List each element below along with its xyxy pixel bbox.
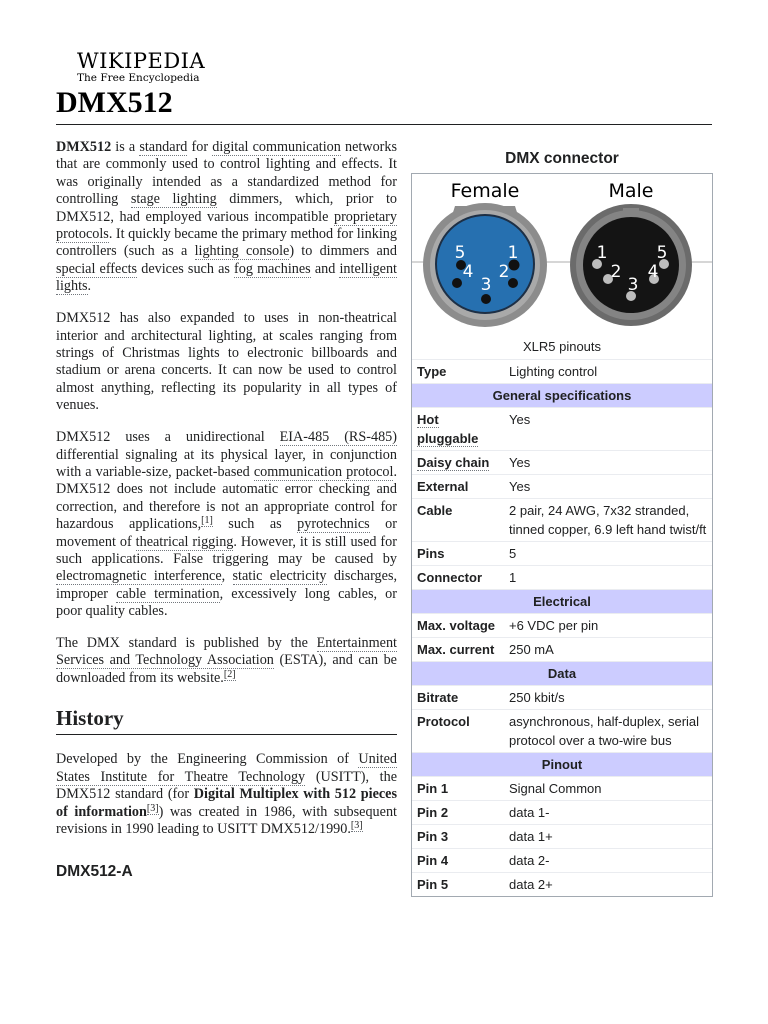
row-connector: Connector 1 <box>412 565 712 589</box>
connector-image[interactable] <box>412 174 712 334</box>
row-pin-5: Pin 5 data 2+ <box>412 872 712 896</box>
female-pin-2: 2 <box>498 262 510 282</box>
header-electrical: Electrical <box>412 589 712 613</box>
male-pin-3: 3 <box>627 275 639 295</box>
page-title: DMX512 <box>56 86 173 119</box>
row-type: Type Lighting control <box>412 359 712 383</box>
female-pin-5: 5 <box>454 243 466 263</box>
row-pin-1: Pin 1 Signal Common <box>412 776 712 800</box>
female-pin-3: 3 <box>480 275 492 295</box>
link-standard[interactable]: standard <box>139 139 188 155</box>
title-divider <box>56 124 712 125</box>
link-stage-lighting[interactable]: stage lighting <box>130 191 217 208</box>
link-fog-machines[interactable]: fog machines <box>234 260 311 277</box>
row-protocol: Protocol asynchronous, half-duplex, serial protocol over a two-wire bus <box>412 709 712 752</box>
row-pin-2: Pin 2 data 1- <box>412 800 712 824</box>
row-pin-3: Pin 3 data 1+ <box>412 824 712 848</box>
link-hot-pluggable[interactable]: Hot pluggable <box>417 412 479 446</box>
reference-2[interactable]: [2] <box>223 668 236 680</box>
header-general: General specifications <box>412 383 712 407</box>
header-pinout: Pinout <box>412 752 712 776</box>
article-body <box>56 139 397 882</box>
row-max-current: Max. current 250 mA <box>412 637 712 661</box>
link-static-electricity[interactable]: static electricity <box>232 568 327 585</box>
male-connector <box>570 204 692 326</box>
paragraph-signaling: DMX512 uses a unidirectional EIA-485 (RS-485) differential signaling at its physical layer, in conjunction with a variable-size, packet-based communication protocol. DMX512 does not include automatic error checking and correction, and therefore is not an appropriate control for hazardous applications,[1] such as pyrotechnics or movement of theatrical rigging. However, it is still used for such applications. False triggering may be caused by electromagnetic interference, static electricity discharges, improper cable termination, excessively long cables, or poor quality cables. <box>56 429 398 620</box>
female-label: Female <box>450 180 520 202</box>
row-hot-pluggable: Hot pluggable Yes <box>412 407 712 450</box>
male-label: Male <box>608 180 654 202</box>
infobox-caption: DMX connector <box>505 150 619 167</box>
link-digital-communication[interactable]: digital communication <box>212 139 341 155</box>
female-connector <box>423 203 547 327</box>
female-pin-1: 1 <box>507 243 519 263</box>
reference-1[interactable]: [1] <box>201 515 213 527</box>
row-pin-4: Pin 4 data 2- <box>412 848 712 872</box>
header-data: Data <box>412 661 712 685</box>
row-pins: Pins 5 <box>412 541 712 565</box>
paragraph-uses: DMX512 has also expanded to uses in non-theatrical interior and architectural lighting, at scales ranging from strings of Christmas lights to electronic billboards and stadium or arena concerts. It can now be used to control almost anything, reflecting its popularity in all types of venues. <box>56 310 397 414</box>
reference-3[interactable]: [3] <box>146 802 159 814</box>
link-pyrotechnics[interactable]: pyrotechnics <box>297 516 370 533</box>
row-bitrate: Bitrate 250 kbit/s <box>412 685 712 709</box>
link-special-effects[interactable]: special effects <box>56 260 138 277</box>
dmx512a-heading: DMX512-A <box>56 863 133 881</box>
paragraph-esta: The DMX standard is published by the Entertainment Services and Technology Association (ESTA), and can be downloaded from its website.[2] <box>56 635 397 686</box>
link-electromagnetic-interference[interactable]: electromagnetic interference <box>56 568 222 585</box>
link-cable-termination[interactable]: cable termination <box>116 585 220 602</box>
infobox <box>411 173 713 897</box>
paragraph-intro: DMX512 is a standard for digital communication networks that are commonly used to control lighting and effects. It was originally intended as a standardized method for controlling stage lighting dimmers, which, prior to DMX512, had employed various incompatible proprietary protocols. It quickly became the primary method for linking controllers (such as a lighting console) to dimmers and special effects devices such as fog machines and intelligent lights. <box>56 139 398 295</box>
logo-wordmark: WIKIPEDIA <box>77 49 206 73</box>
link-communication-protocol[interactable]: communication protocol <box>253 463 394 480</box>
link-daisy-chain[interactable]: Daisy chain <box>417 455 490 470</box>
male-pin-1: 1 <box>596 243 608 263</box>
image-caption: XLR5 pinouts <box>522 339 602 354</box>
link-theatrical-rigging[interactable]: theatrical rigging <box>135 533 234 550</box>
reference-3b[interactable]: [3] <box>350 819 363 831</box>
row-daisy-chain: Daisy chain Yes <box>412 450 712 474</box>
history-heading: History <box>56 705 397 735</box>
link-usitt[interactable]: United States Institute for Theatre Technology <box>56 751 397 785</box>
lead-term: DMX512 <box>56 139 112 155</box>
link-intelligent-lights[interactable]: intelligent lights <box>56 260 397 295</box>
link-lighting-console[interactable]: lighting console <box>194 243 290 260</box>
male-pin-4: 4 <box>647 262 659 282</box>
link-proprietary-protocols[interactable]: proprietary protocols <box>56 208 397 243</box>
female-pin-4: 4 <box>462 262 474 282</box>
row-cable: Cable 2 pair, 24 AWG, 7x32 stranded, tinned copper, 6.9 left hand twist/ft <box>412 498 712 541</box>
row-max-voltage: Max. voltage +6 VDC per pin <box>412 613 712 637</box>
logo-tagline: The Free Encyclopedia <box>77 72 200 84</box>
wikipedia-logo[interactable] <box>77 50 205 85</box>
male-pin-2: 2 <box>610 262 622 282</box>
link-esta[interactable]: Entertainment Services and Technology Association <box>56 635 397 669</box>
male-pin-5: 5 <box>656 243 668 263</box>
paragraph-history: Developed by the Engineering Commission of United States Institute for Theatre Technology (USITT), the DMX512 standard (for Digital Multiplex with 512 pieces of information[3]) was created in 1986, with subsequent revisions in 1990 leading to USITT DMX512/1990.[3] <box>56 751 397 837</box>
row-external: External Yes <box>412 474 712 498</box>
link-eia-485[interactable]: EIA-485 (RS-485) <box>279 429 398 446</box>
